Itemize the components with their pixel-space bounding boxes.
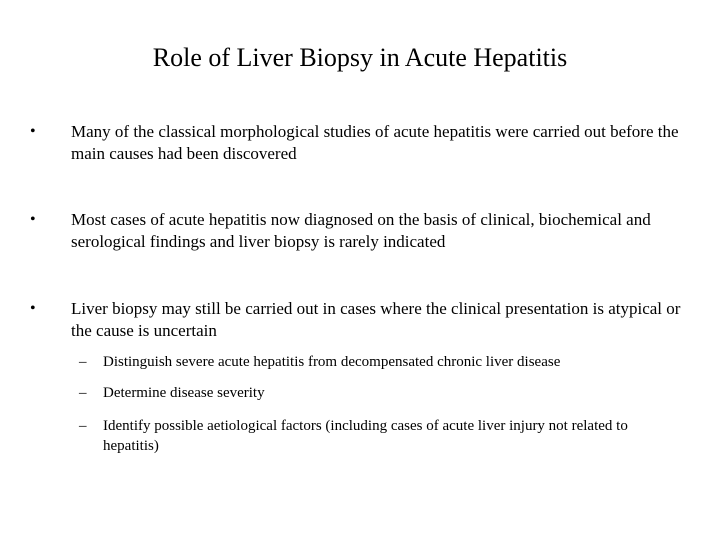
bullet-text: Most cases of acute hepatitis now diagnosed on the basis of clinical, biochemical and serological findings and liver biopsy is rarely indicated [71, 210, 651, 251]
bullet-text: Many of the classical morphological studies of acute hepatitis were carried out before the main causes had been discovered [71, 122, 679, 163]
bullet-text: Liver biopsy may still be carried out in cases where the clinical presentation is atypical or the cause is uncertain [71, 299, 681, 340]
bullet-icon: • [30, 300, 36, 317]
slide-title: Role of Liver Biopsy in Acute Hepatitis [152, 43, 568, 72]
dash-icon: – [79, 418, 87, 434]
bullet-icon: • [30, 123, 36, 140]
sub-bullet-text: Identify possible aetiological factors (including cases of acute liver injury not related to hepatitis) [103, 418, 628, 454]
sub-bullet-text: Determine disease severity [103, 385, 265, 401]
dash-icon: – [79, 385, 87, 401]
dash-icon: – [79, 354, 87, 370]
sub-bullet-text: Distinguish severe acute hepatitis from decompensated chronic liver disease [103, 354, 561, 370]
bullet-icon: • [30, 211, 36, 228]
